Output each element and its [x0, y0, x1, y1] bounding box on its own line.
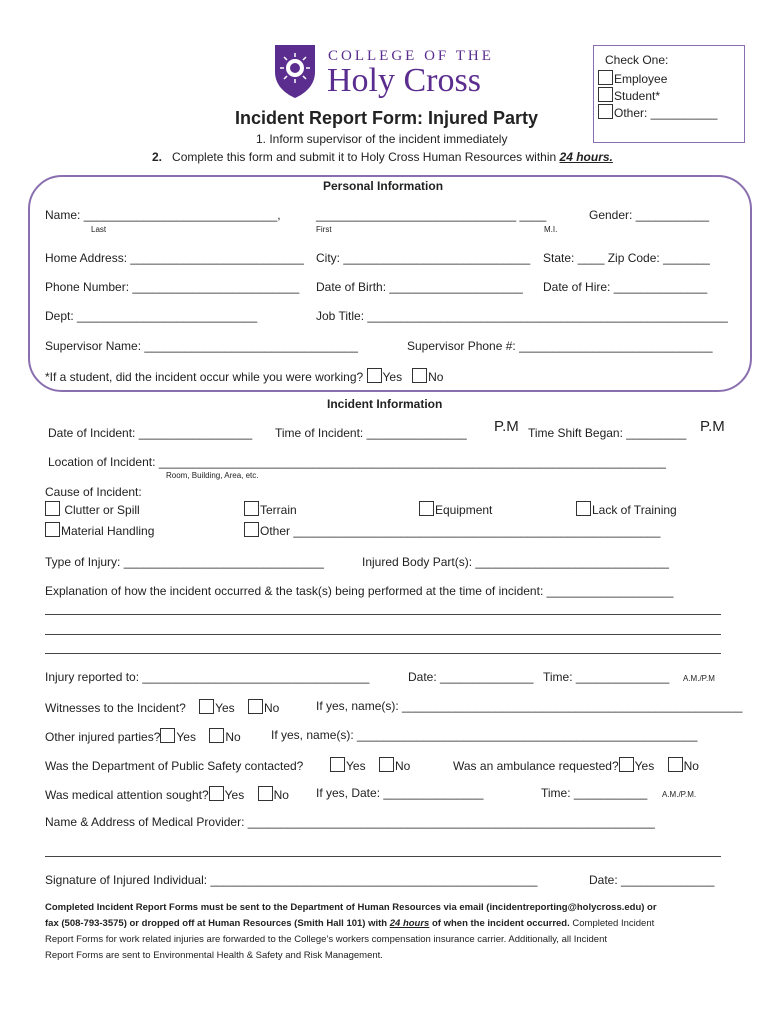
sub-mi: M.I.: [544, 225, 558, 234]
instruction-2: 2. Complete this form and submit it to Holy Cross Human Resources within 24 hours.: [152, 150, 613, 164]
medical-yes[interactable]: Yes: [209, 788, 245, 802]
other-injured-names-field[interactable]: If yes, name(s): ___________________________________________________: [271, 728, 698, 742]
witnesses-no[interactable]: No: [248, 701, 279, 715]
medical-question: Was medical attention sought? Yes No: [45, 788, 289, 802]
college-name-main: Holy Cross: [327, 62, 481, 99]
witnesses-yes[interactable]: Yes: [199, 701, 235, 715]
ambulance-question: Was an ambulance requested? Yes No: [453, 759, 699, 773]
instruction-1: 1. Inform supervisor of the incident immediately: [256, 132, 508, 146]
check-one-label: Check One:: [605, 53, 669, 67]
footer-line-1: Completed Incident Report Forms must be sent to the Department of Human Resources via email (incidentreporting@holycross.edu) or: [45, 902, 657, 913]
other-injured-no[interactable]: No: [209, 730, 240, 744]
footer-notes: [45, 900, 657, 964]
medical-no[interactable]: No: [258, 788, 289, 802]
form-title: Incident Report Form: Injured Party: [235, 108, 539, 128]
college-name-top: COLLEGE OF THE: [328, 48, 494, 64]
pm-label-2: P.M: [700, 418, 725, 435]
crest-icon: [272, 42, 318, 100]
ampm-label-2: A.M./P.M.: [662, 790, 697, 799]
dept-field[interactable]: Dept: ___________________________: [45, 309, 258, 323]
college-logo: [272, 42, 512, 102]
medical-date-field[interactable]: If yes, Date: _______________: [316, 786, 484, 800]
check-employee[interactable]: Employee: [598, 70, 667, 86]
home-address-field[interactable]: Home Address: __________________________: [45, 251, 304, 265]
witnesses-question: Witnesses to the Incident? Yes No: [45, 701, 280, 715]
gender-field[interactable]: Gender: ___________: [589, 208, 710, 222]
medical-provider-field[interactable]: Name & Address of Medical Provider: _____________________________________________________________: [45, 815, 655, 829]
injury-reported-field[interactable]: Injury reported to: __________________________________: [45, 670, 370, 684]
student-yes-checkbox[interactable]: Yes: [367, 370, 403, 384]
sub-last: Last: [91, 225, 107, 234]
footer-line-4: Report Forms are sent to Environmental Health & Safety and Risk Management.: [45, 950, 383, 961]
cause-label: Cause of Incident:: [45, 485, 142, 499]
ambulance-no[interactable]: No: [668, 759, 699, 773]
reported-date-field[interactable]: Date: ______________: [408, 670, 534, 684]
state-zip-field[interactable]: State: ____ Zip Code: _______: [543, 251, 710, 265]
dob-field[interactable]: Date of Birth: ____________________: [316, 280, 523, 294]
supervisor-phone-field[interactable]: Supervisor Phone #: _____________________________: [407, 339, 713, 353]
footer-line-3: Report Forms for work related injuries are forwarded to the College’s workers compensation insurance carrier. Additionally, all Incident: [45, 934, 607, 945]
incident-info-heading: Incident Information: [327, 397, 443, 411]
check-student[interactable]: Student*: [598, 87, 660, 103]
date-of-incident-field[interactable]: Date of Incident: _________________: [48, 426, 253, 440]
supervisor-field[interactable]: Supervisor Name: ________________________________: [45, 339, 358, 353]
time-of-incident-field[interactable]: Time of Incident: _______________: [275, 426, 467, 440]
public-safety-no[interactable]: No: [379, 759, 410, 773]
first-name-field[interactable]: ______________________________ ____: [316, 208, 547, 222]
other-injured-yes[interactable]: Yes: [160, 730, 196, 744]
ampm-label: A.M./P.M: [683, 674, 715, 683]
cause-equipment[interactable]: Equipment: [419, 501, 492, 517]
footer-line-2: fax (508-793-3575) or dropped off at Human Resources (Smith Hall 101) with 24 hours of when the incident occurred. Completed Incident: [45, 918, 655, 929]
sub-first: First: [316, 225, 332, 234]
type-of-injury-field[interactable]: Type of Injury: ______________________________: [45, 555, 324, 569]
witness-names-field[interactable]: If yes, name(s): ___________________________________________________: [316, 699, 743, 713]
explanation-line-1[interactable]: [45, 614, 721, 615]
cause-terrain[interactable]: Terrain: [244, 501, 297, 517]
cause-material[interactable]: Material Handling: [45, 522, 154, 538]
location-field[interactable]: Location of Incident: ____________________________________________________________________________: [48, 455, 666, 469]
job-title-field[interactable]: Job Title: ______________________________________________________: [316, 309, 728, 323]
explanation-field[interactable]: Explanation of how the incident occurred & the task(s) being performed at the time of incident: ___________________: [45, 584, 674, 598]
signature-date-field[interactable]: Date: ______________: [589, 873, 715, 887]
body-parts-field[interactable]: Injured Body Part(s): _____________________________: [362, 555, 669, 569]
student-no-checkbox[interactable]: No: [412, 370, 443, 384]
doh-field[interactable]: Date of Hire: ______________: [543, 280, 708, 294]
time-shift-field[interactable]: Time Shift Began: _________: [528, 426, 687, 440]
name-label: Name: _____________________________,: [45, 208, 281, 222]
last-name-field[interactable]: _____________________________,: [83, 208, 281, 222]
city-field[interactable]: City: ____________________________: [316, 251, 531, 265]
cause-other[interactable]: Other _______________________________________________________: [244, 522, 660, 538]
student-working-question: *If a student, did the incident occur while you were working? Yes No: [45, 370, 444, 384]
personal-info-heading: Personal Information: [323, 179, 444, 193]
pm-label-1: P.M: [494, 418, 519, 435]
location-sub: Room, Building, Area, etc.: [166, 471, 259, 480]
medical-time-field[interactable]: Time: ___________: [541, 786, 648, 800]
public-safety-question: Was the Department of Public Safety contacted? Yes No: [45, 759, 411, 773]
ambulance-yes[interactable]: Yes: [619, 759, 655, 773]
reported-time-field[interactable]: Time: ______________: [543, 670, 670, 684]
phone-field[interactable]: Phone Number: _________________________: [45, 280, 300, 294]
explanation-line-2[interactable]: [45, 634, 721, 635]
public-safety-yes[interactable]: Yes: [330, 759, 366, 773]
signature-field[interactable]: Signature of Injured Individual: _________________________________________________: [45, 873, 538, 887]
cause-lack-training[interactable]: Lack of Training: [576, 501, 677, 517]
check-other[interactable]: Other: __________: [598, 104, 717, 120]
explanation-line-3[interactable]: [45, 653, 721, 654]
cause-clutter[interactable]: Clutter or Spill: [45, 501, 140, 517]
other-injured-question: Other injured parties? Yes No: [45, 730, 241, 744]
provider-line-2[interactable]: [45, 856, 721, 857]
